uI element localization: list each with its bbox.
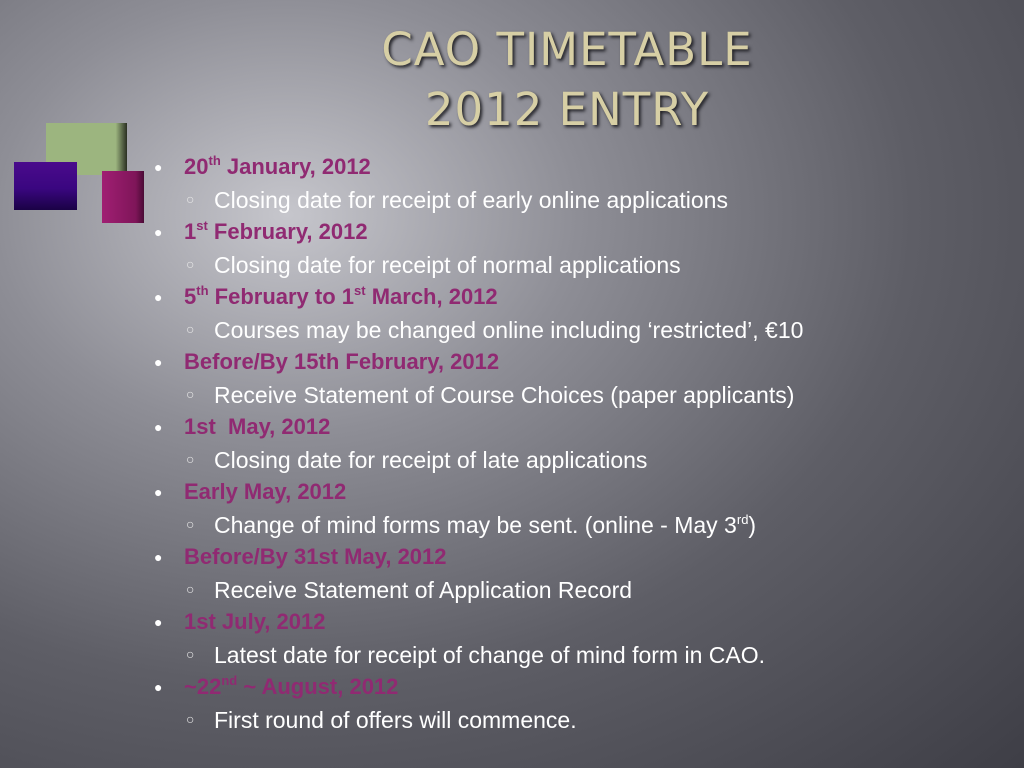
- date-label: ~22nd ~ August, 2012: [184, 673, 399, 699]
- date-label: Early May, 2012: [184, 479, 347, 504]
- date-item: [150, 152, 1010, 185]
- bullet-dot-icon: ●: [154, 679, 163, 695]
- timetable-list: [150, 152, 1010, 737]
- description-item: [150, 575, 1010, 608]
- bullet-dot-icon: ●: [154, 159, 163, 175]
- bullet-dot-icon: ●: [154, 419, 163, 435]
- description-item: [150, 250, 1010, 283]
- bullet-circle-icon: ○: [186, 450, 195, 467]
- bullet-circle-icon: ○: [186, 515, 195, 532]
- description-item: [150, 185, 1010, 218]
- description-item: [150, 315, 1010, 348]
- bullet-dot-icon: ●: [154, 354, 163, 370]
- decorative-purple-square: [14, 162, 77, 210]
- date-label: 1st May, 2012: [184, 414, 331, 439]
- decorative-magenta-square: [102, 171, 144, 223]
- bullet-dot-icon: ●: [154, 549, 163, 565]
- title-line-2: 2012 ENTRY: [424, 83, 710, 136]
- description-label: Receive Statement of Course Choices (paper applicants): [214, 381, 795, 408]
- date-item: [150, 347, 1010, 380]
- description-label: Closing date for receipt of normal applications: [214, 251, 681, 278]
- date-label: 1st July, 2012: [184, 609, 326, 634]
- description-item: [150, 705, 1010, 738]
- date-item: [150, 412, 1010, 445]
- bullet-circle-icon: ○: [186, 320, 195, 337]
- date-item: [150, 672, 1010, 705]
- description-item: [150, 640, 1010, 673]
- date-item: [150, 542, 1010, 575]
- bullet-circle-icon: ○: [186, 255, 195, 272]
- bullet-circle-icon: ○: [186, 645, 195, 662]
- bullet-circle-icon: ○: [186, 580, 195, 597]
- bullet-circle-icon: ○: [186, 190, 195, 207]
- date-item: [150, 477, 1010, 510]
- bullet-dot-icon: ●: [154, 224, 163, 240]
- description-label: Courses may be changed online including ‘restricted’, €10: [214, 316, 804, 343]
- date-label: Before/By 15th February, 2012: [184, 349, 500, 374]
- description-label: Change of mind forms may be sent. (online - May 3rd): [214, 511, 757, 538]
- title-line-1: CAO TIMETABLE: [381, 23, 753, 76]
- description-label: Closing date for receipt of early online applications: [214, 186, 728, 213]
- bullet-dot-icon: ●: [154, 289, 163, 305]
- description-label: Receive Statement of Application Record: [214, 576, 633, 603]
- description-item: [150, 510, 1010, 543]
- bullet-circle-icon: ○: [186, 385, 195, 402]
- bullet-dot-icon: ●: [154, 484, 163, 500]
- bullet-dot-icon: ●: [154, 614, 163, 630]
- date-label: 5th February to 1st March, 2012: [184, 283, 498, 309]
- date-item: [150, 282, 1010, 315]
- date-item: [150, 607, 1010, 640]
- bullet-circle-icon: ○: [186, 710, 195, 727]
- date-label: 20th January, 2012: [184, 153, 371, 179]
- description-label: Latest date for receipt of change of mind form in CAO.: [214, 641, 766, 668]
- date-label: Before/By 31st May, 2012: [184, 544, 447, 569]
- description-label: First round of offers will commence.: [214, 706, 577, 733]
- date-item: [150, 217, 1010, 250]
- description-label: Closing date for receipt of late applications: [214, 446, 648, 473]
- date-label: 1st February, 2012: [184, 218, 368, 244]
- description-item: [150, 445, 1010, 478]
- slide-title: [250, 20, 884, 140]
- description-item: [150, 380, 1010, 413]
